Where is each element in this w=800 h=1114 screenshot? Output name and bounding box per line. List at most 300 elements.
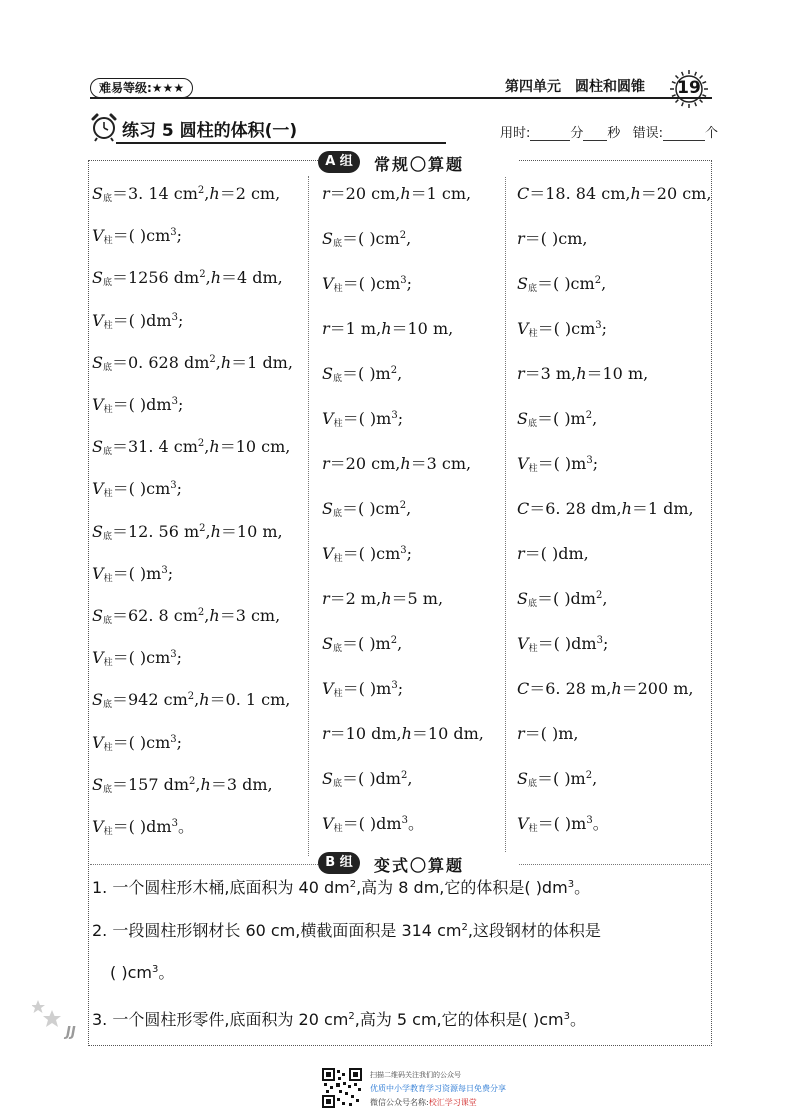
- variable: V: [92, 479, 104, 499]
- line-end: ,: [601, 274, 607, 293]
- formula-answer-line: [322, 634, 402, 659]
- height-value: ＝3 cm,: [219, 606, 281, 625]
- question-1-text-a: 1. 一个圆柱形木桶,底面积为 40 dm: [92, 878, 350, 897]
- time-label: 用时:: [500, 126, 531, 141]
- value-text: ＝3. 14 cm: [111, 184, 198, 203]
- variable-subscript: 柱: [103, 236, 113, 247]
- variable: C: [517, 184, 530, 203]
- variable: S: [92, 690, 103, 710]
- variable: V: [322, 679, 334, 698]
- variable: V: [517, 634, 529, 653]
- unit-exponent: 2: [189, 775, 196, 787]
- unit-exponent: 3: [391, 680, 398, 691]
- question-2-answer: ( )cm: [110, 963, 152, 982]
- variable: V: [322, 409, 334, 428]
- formula-given-line: [322, 454, 471, 474]
- value-text: ＝62. 8 cm: [111, 606, 198, 625]
- height-variable: h: [400, 454, 411, 473]
- formula-answer-line: [92, 733, 182, 758]
- variable: r: [517, 544, 525, 563]
- separator: ,: [204, 437, 210, 457]
- formula-answer-line: [92, 395, 183, 420]
- variable-subscript: 柱: [528, 824, 538, 834]
- unit-exponent: 3: [400, 545, 407, 556]
- variable: S: [322, 634, 333, 653]
- formula-given-line: [322, 319, 453, 339]
- question-2-end: 。: [158, 963, 175, 982]
- formula-given-line: [92, 184, 280, 209]
- answer-blank: ＝( )m: [341, 364, 391, 383]
- line-end: ;: [397, 679, 404, 698]
- value-text: ＝( )m,: [524, 724, 579, 743]
- variable: S: [322, 364, 333, 383]
- variable: S: [92, 774, 103, 794]
- minutes-label: 分: [570, 126, 584, 141]
- variable: S: [92, 184, 103, 203]
- unit-exponent: 2: [197, 438, 205, 450]
- variable: r: [517, 724, 525, 743]
- variable-subscript: 柱: [333, 689, 343, 699]
- unit-exponent: 3: [170, 649, 177, 661]
- variable: r: [322, 724, 330, 743]
- value-text: ＝6. 28 m,: [529, 679, 612, 698]
- height-variable: h: [381, 589, 392, 608]
- variable-subscript: 柱: [103, 320, 113, 331]
- variable-subscript: 柱: [103, 827, 113, 837]
- variable: C: [517, 679, 530, 698]
- formula-given-line: [92, 606, 280, 631]
- unit-exponent: 2: [390, 635, 398, 646]
- answer-blank: ＝( )dm: [112, 395, 172, 414]
- variable-subscript: 柱: [333, 824, 343, 834]
- value-text: ＝31. 4 cm: [111, 437, 198, 457]
- unit-exponent: 3: [596, 635, 603, 646]
- height-variable: h: [199, 690, 210, 710]
- height-value: ＝20 cm,: [640, 184, 712, 203]
- answer-blank: ＝( )cm: [537, 319, 596, 338]
- answer-blank: ＝( )cm: [536, 274, 595, 293]
- answer-blank: ＝( )dm: [341, 769, 401, 788]
- line-end: ;: [176, 648, 183, 668]
- variable-subscript: 底: [102, 194, 112, 204]
- question-1-text-b: ,高为 8 dm,它的体积是( )dm: [356, 878, 568, 897]
- formula-answer-line: [322, 364, 402, 389]
- seconds-label: 秒: [607, 126, 621, 141]
- variable-subscript: 柱: [103, 742, 113, 753]
- answer-blank: ＝( )dm: [537, 634, 597, 653]
- value-text: ＝( )cm,: [524, 229, 588, 248]
- formula-answer-line: [322, 544, 412, 569]
- unit-exponent: 2: [209, 353, 216, 365]
- height-value: ＝10 cm,: [219, 437, 291, 457]
- separator: ,: [205, 268, 211, 288]
- errors-blank[interactable]: [663, 140, 705, 141]
- height-value: ＝2 cm,: [219, 184, 281, 203]
- unit-exponent: 3: [161, 564, 168, 576]
- variable-subscript: 柱: [528, 644, 538, 654]
- line-end: ;: [167, 563, 174, 583]
- height-value: ＝4 dm,: [221, 268, 283, 288]
- unit-exponent: 3: [391, 410, 398, 421]
- separator: ,: [195, 774, 201, 794]
- variable: V: [92, 395, 104, 414]
- height-variable: h: [630, 184, 641, 203]
- count-label: 个: [704, 126, 718, 141]
- value-text: ＝10 dm,: [329, 724, 402, 743]
- value-text: ＝18. 84 cm,: [529, 184, 631, 203]
- variable-subscript: 柱: [103, 658, 113, 669]
- question-3-text-a: 3. 一个圆柱形零件,底面积为 20 cm: [92, 1010, 349, 1029]
- unit-exponent: 2: [585, 410, 593, 421]
- variable: V: [92, 563, 104, 583]
- variable: S: [92, 352, 103, 372]
- formula-given-line: [92, 522, 283, 547]
- question-1-sup-unit: 3: [567, 879, 575, 890]
- separator: ,: [205, 521, 211, 541]
- answer-blank: ＝( )dm: [342, 814, 402, 833]
- answer-blank: ＝( )m: [537, 454, 587, 473]
- variable-subscript: 底: [102, 531, 112, 542]
- line-end: ;: [176, 732, 183, 752]
- height-value: ＝3 cm,: [410, 454, 472, 473]
- answer-blank: ＝( )m: [342, 679, 392, 698]
- value-text: ＝( )dm,: [524, 544, 589, 563]
- answer-blank: ＝( )m: [536, 409, 586, 428]
- question-1-end: 。: [574, 878, 591, 897]
- variable-subscript: 底: [527, 599, 537, 609]
- height-variable: h: [401, 724, 412, 743]
- formula-answer-line: [322, 814, 424, 839]
- formula-given-line: [322, 184, 471, 204]
- separator: ,: [204, 606, 210, 625]
- height-variable: h: [209, 606, 220, 625]
- variable-subscript: 柱: [103, 489, 113, 500]
- line-end: ,: [406, 229, 412, 248]
- variable-subscript: 柱: [103, 573, 113, 584]
- question-3-text-b: ,高为 5 cm,它的体积是( )cm: [354, 1010, 564, 1029]
- unit-exponent: 3: [401, 815, 408, 826]
- formula-answer-line: [322, 274, 412, 299]
- unit-exponent: 3: [170, 733, 177, 745]
- line-end: ;: [406, 274, 413, 293]
- unit-exponent: 3: [595, 320, 602, 331]
- variable-subscript: 底: [102, 700, 112, 711]
- line-end: ,: [592, 409, 598, 428]
- variable: V: [322, 274, 334, 293]
- unit-exponent: 3: [171, 311, 178, 323]
- height-variable: h: [220, 352, 232, 372]
- formula-answer-line: [517, 319, 607, 344]
- variable-subscript: 柱: [103, 405, 113, 415]
- formula-given-line: [517, 724, 579, 744]
- formula-answer-line: [517, 634, 608, 659]
- formula-given-line: [92, 353, 293, 378]
- formula-given-line: [92, 775, 273, 800]
- height-variable: h: [381, 319, 392, 338]
- variable: V: [517, 454, 529, 473]
- variable-subscript: 柱: [333, 419, 343, 429]
- variable-subscript: 底: [332, 509, 342, 519]
- formula-answer-line: [322, 679, 403, 704]
- height-variable: h: [209, 184, 220, 203]
- line-end: ;: [176, 226, 183, 246]
- answer-blank: ＝( )cm: [341, 229, 400, 248]
- unit-exponent: 2: [197, 185, 205, 196]
- height-variable: h: [200, 774, 211, 794]
- question-2-answer-line: [110, 963, 174, 983]
- unit-exponent: 3: [170, 227, 177, 239]
- question-3-sup-unit: 3: [563, 1011, 570, 1022]
- unit-exponent: 2: [585, 770, 593, 781]
- formula-answer-line: [92, 564, 173, 589]
- formula-given-line: [517, 679, 694, 699]
- answer-blank: ＝( )dm: [536, 589, 596, 608]
- lesson-title: 练习 5 圆柱的体积(一): [122, 121, 298, 141]
- height-value: ＝1 dm,: [231, 352, 293, 372]
- variable: r: [322, 319, 330, 338]
- formula-answer-line: [322, 229, 411, 254]
- variable: r: [322, 589, 330, 608]
- variable: S: [322, 229, 333, 248]
- variable: S: [322, 769, 333, 788]
- height-variable: h: [576, 364, 587, 383]
- unit-exponent: 3: [170, 480, 177, 492]
- errors-label: 错误:: [632, 126, 663, 141]
- formula-answer-line: [517, 454, 598, 479]
- formula-answer-line: [92, 817, 194, 842]
- variable: V: [517, 319, 529, 338]
- value-text: ＝3 m,: [524, 364, 577, 383]
- variable-subscript: 底: [527, 284, 537, 294]
- height-value: ＝10 m,: [586, 364, 649, 383]
- variable-subscript: 底: [332, 779, 342, 789]
- variable: V: [517, 814, 529, 833]
- height-value: ＝10 dm,: [411, 724, 484, 743]
- question-3-end: 。: [569, 1010, 586, 1029]
- variable-subscript: 底: [527, 779, 537, 789]
- variable-subscript: 底: [102, 616, 112, 626]
- formula-answer-line: [517, 589, 607, 614]
- answer-blank: ＝( )cm: [112, 732, 171, 752]
- unit-exponent: 2: [390, 365, 398, 376]
- unit-exponent: 2: [199, 269, 206, 281]
- line-end: ,: [406, 499, 412, 518]
- formula-answer-line: [322, 769, 412, 794]
- variable: S: [92, 268, 103, 288]
- alarm-clock-icon: [88, 110, 120, 142]
- variable: V: [322, 544, 334, 563]
- variable-subscript: 底: [102, 784, 112, 795]
- question-3: [92, 1010, 586, 1030]
- answer-blank: ＝( )cm: [342, 274, 401, 293]
- variable: r: [322, 454, 330, 473]
- variable-subscript: 柱: [528, 464, 538, 474]
- answer-blank: ＝( )dm: [112, 817, 172, 836]
- group-a-badge: A 组: [318, 151, 360, 173]
- answer-blank: ＝( )dm: [112, 310, 172, 330]
- line-end: ;: [177, 395, 184, 414]
- variable: r: [322, 184, 330, 203]
- value-text: ＝6. 28 dm,: [529, 499, 622, 518]
- question-2-text-b: ,这段钢材的体积是: [467, 921, 601, 940]
- variable: V: [92, 226, 104, 246]
- value-text: ＝2 m,: [329, 589, 382, 608]
- value-text: ＝12. 56 m: [111, 521, 200, 541]
- formula-given-line: [517, 229, 587, 249]
- question-1: [92, 878, 590, 898]
- variable: S: [517, 769, 528, 788]
- unit-exponent: 3: [586, 815, 593, 826]
- lesson-header: [88, 110, 358, 142]
- variable-subscript: 柱: [333, 284, 343, 294]
- line-end: ;: [592, 454, 599, 473]
- height-variable: h: [209, 437, 220, 457]
- formula-given-line: [322, 724, 484, 744]
- variable-subscript: 底: [102, 362, 112, 373]
- footer-line-1: 扫描二维码关注我们的公众号: [370, 1071, 461, 1079]
- unit-exponent: 2: [400, 770, 408, 781]
- formula-given-line: [517, 184, 711, 204]
- unit-exponent: 3: [586, 455, 593, 466]
- question-2-sup: 2: [461, 922, 468, 933]
- variable: V: [322, 814, 334, 833]
- unit-exponent: 2: [197, 607, 205, 618]
- formula-given-line: [92, 690, 290, 715]
- formula-answer-line: [92, 479, 182, 504]
- answer-blank: ＝( )cm: [341, 499, 400, 518]
- answer-blank: ＝( )m: [342, 409, 392, 428]
- variable-subscript: 底: [102, 278, 112, 289]
- variable-subscript: 柱: [528, 329, 538, 339]
- formula-given-line: [92, 437, 290, 462]
- unit-exponent: 2: [594, 275, 602, 286]
- footer-account-name: 校汇学习课堂: [428, 1098, 477, 1107]
- line-end: ;: [176, 479, 183, 499]
- formula-answer-line: [517, 769, 597, 794]
- question-2-sup-unit: 3: [151, 964, 159, 975]
- value-text: ＝1 m,: [329, 319, 382, 338]
- height-value: ＝5 m,: [391, 589, 444, 608]
- height-variable: h: [400, 184, 411, 203]
- variable: S: [517, 589, 528, 608]
- answer-blank: ＝( )cm: [342, 544, 401, 563]
- timing-record: [500, 122, 718, 141]
- unit-title: [505, 76, 645, 96]
- unit-exponent: 3: [171, 396, 178, 407]
- formula-answer-line: [92, 311, 183, 336]
- height-value: ＝10 m,: [220, 521, 283, 541]
- variable-subscript: 柱: [333, 554, 343, 564]
- height-value: ＝0. 1 cm,: [209, 690, 291, 710]
- line-end: 。: [407, 814, 424, 833]
- line-end: ,: [602, 589, 608, 608]
- footer-line-3: [370, 1097, 477, 1108]
- formula-answer-line: [322, 409, 403, 434]
- time-minutes-blank[interactable]: [530, 140, 570, 141]
- group-b-title: 变式〇算题: [374, 856, 465, 875]
- value-text: ＝942 cm: [111, 690, 188, 710]
- variable: S: [92, 606, 103, 625]
- value-text: ＝0. 628 dm: [111, 352, 210, 372]
- corner-mark: JJ: [66, 1025, 76, 1040]
- variable: r: [517, 364, 525, 383]
- variable: S: [517, 409, 528, 428]
- variable: S: [92, 437, 103, 457]
- footer-line-2: 优质中小学教育学习资源每日免费分享: [370, 1084, 506, 1093]
- answer-blank: ＝( )cm: [112, 479, 171, 499]
- unit-label: 第四单元: [505, 79, 561, 95]
- variable: S: [92, 521, 103, 541]
- line-end: ;: [397, 409, 404, 428]
- answer-blank: ＝( )m: [112, 563, 162, 583]
- formula-answer-line: [517, 814, 609, 839]
- question-2-text-a: 2. 一段圆柱形钢材长 60 cm,横截面面积是 314 cm: [92, 921, 462, 940]
- formula-given-line: [517, 364, 648, 384]
- column-divider: [505, 176, 506, 856]
- column-divider: [308, 176, 309, 856]
- variable-subscript: 底: [102, 447, 112, 458]
- variable: V: [92, 732, 104, 752]
- answer-blank: ＝( )m: [341, 634, 391, 653]
- difficulty-label: 难易等级:★★★: [90, 78, 193, 98]
- unit-exponent: 2: [399, 500, 407, 511]
- unit-exponent: 3: [171, 818, 178, 829]
- answer-blank: ＝( )cm: [112, 648, 171, 668]
- answer-blank: ＝( )m: [536, 769, 586, 788]
- formula-given-line: [517, 544, 589, 564]
- question-3-sup: 2: [348, 1011, 355, 1022]
- variable: S: [322, 499, 333, 518]
- variable-subscript: 底: [527, 419, 537, 429]
- question-1-sup: 2: [349, 879, 357, 890]
- height-variable: h: [611, 679, 622, 698]
- value-text: ＝20 cm,: [329, 184, 401, 203]
- formula-answer-line: [92, 226, 182, 251]
- line-end: ,: [592, 769, 598, 788]
- footer-account-label: 微信公众号名称:: [370, 1098, 429, 1107]
- answer-blank: ＝( )cm: [112, 226, 171, 246]
- line-end: ;: [406, 544, 413, 563]
- unit-topic: 圆柱和圆锥: [575, 79, 645, 95]
- value-text: ＝157 dm: [111, 774, 190, 794]
- formula-given-line: [517, 499, 694, 519]
- qr-code-icon: [322, 1068, 362, 1108]
- variable-subscript: 底: [332, 644, 342, 654]
- formula-answer-line: [517, 409, 597, 434]
- separator: ,: [194, 690, 200, 710]
- height-value: ＝10 m,: [391, 319, 454, 338]
- line-end: ;: [602, 634, 609, 653]
- line-end: ;: [601, 319, 608, 338]
- variable: C: [517, 499, 530, 518]
- separator: ,: [215, 352, 221, 372]
- formula-given-line: [322, 589, 443, 609]
- unit-exponent: 3: [400, 275, 407, 286]
- line-end: 。: [592, 814, 609, 833]
- unit-exponent: 2: [399, 230, 407, 241]
- unit-exponent: 2: [199, 522, 206, 534]
- time-seconds-blank[interactable]: [583, 140, 607, 141]
- height-value: ＝3 dm,: [210, 774, 273, 794]
- formula-answer-line: [322, 499, 411, 524]
- group-b-badge: B 组: [318, 852, 360, 874]
- question-2: [92, 921, 601, 941]
- unit-exponent: 2: [595, 590, 603, 601]
- lesson-underline: [116, 142, 446, 144]
- line-end: ,: [397, 364, 403, 383]
- height-variable: h: [621, 499, 632, 518]
- group-b-header: [318, 852, 518, 878]
